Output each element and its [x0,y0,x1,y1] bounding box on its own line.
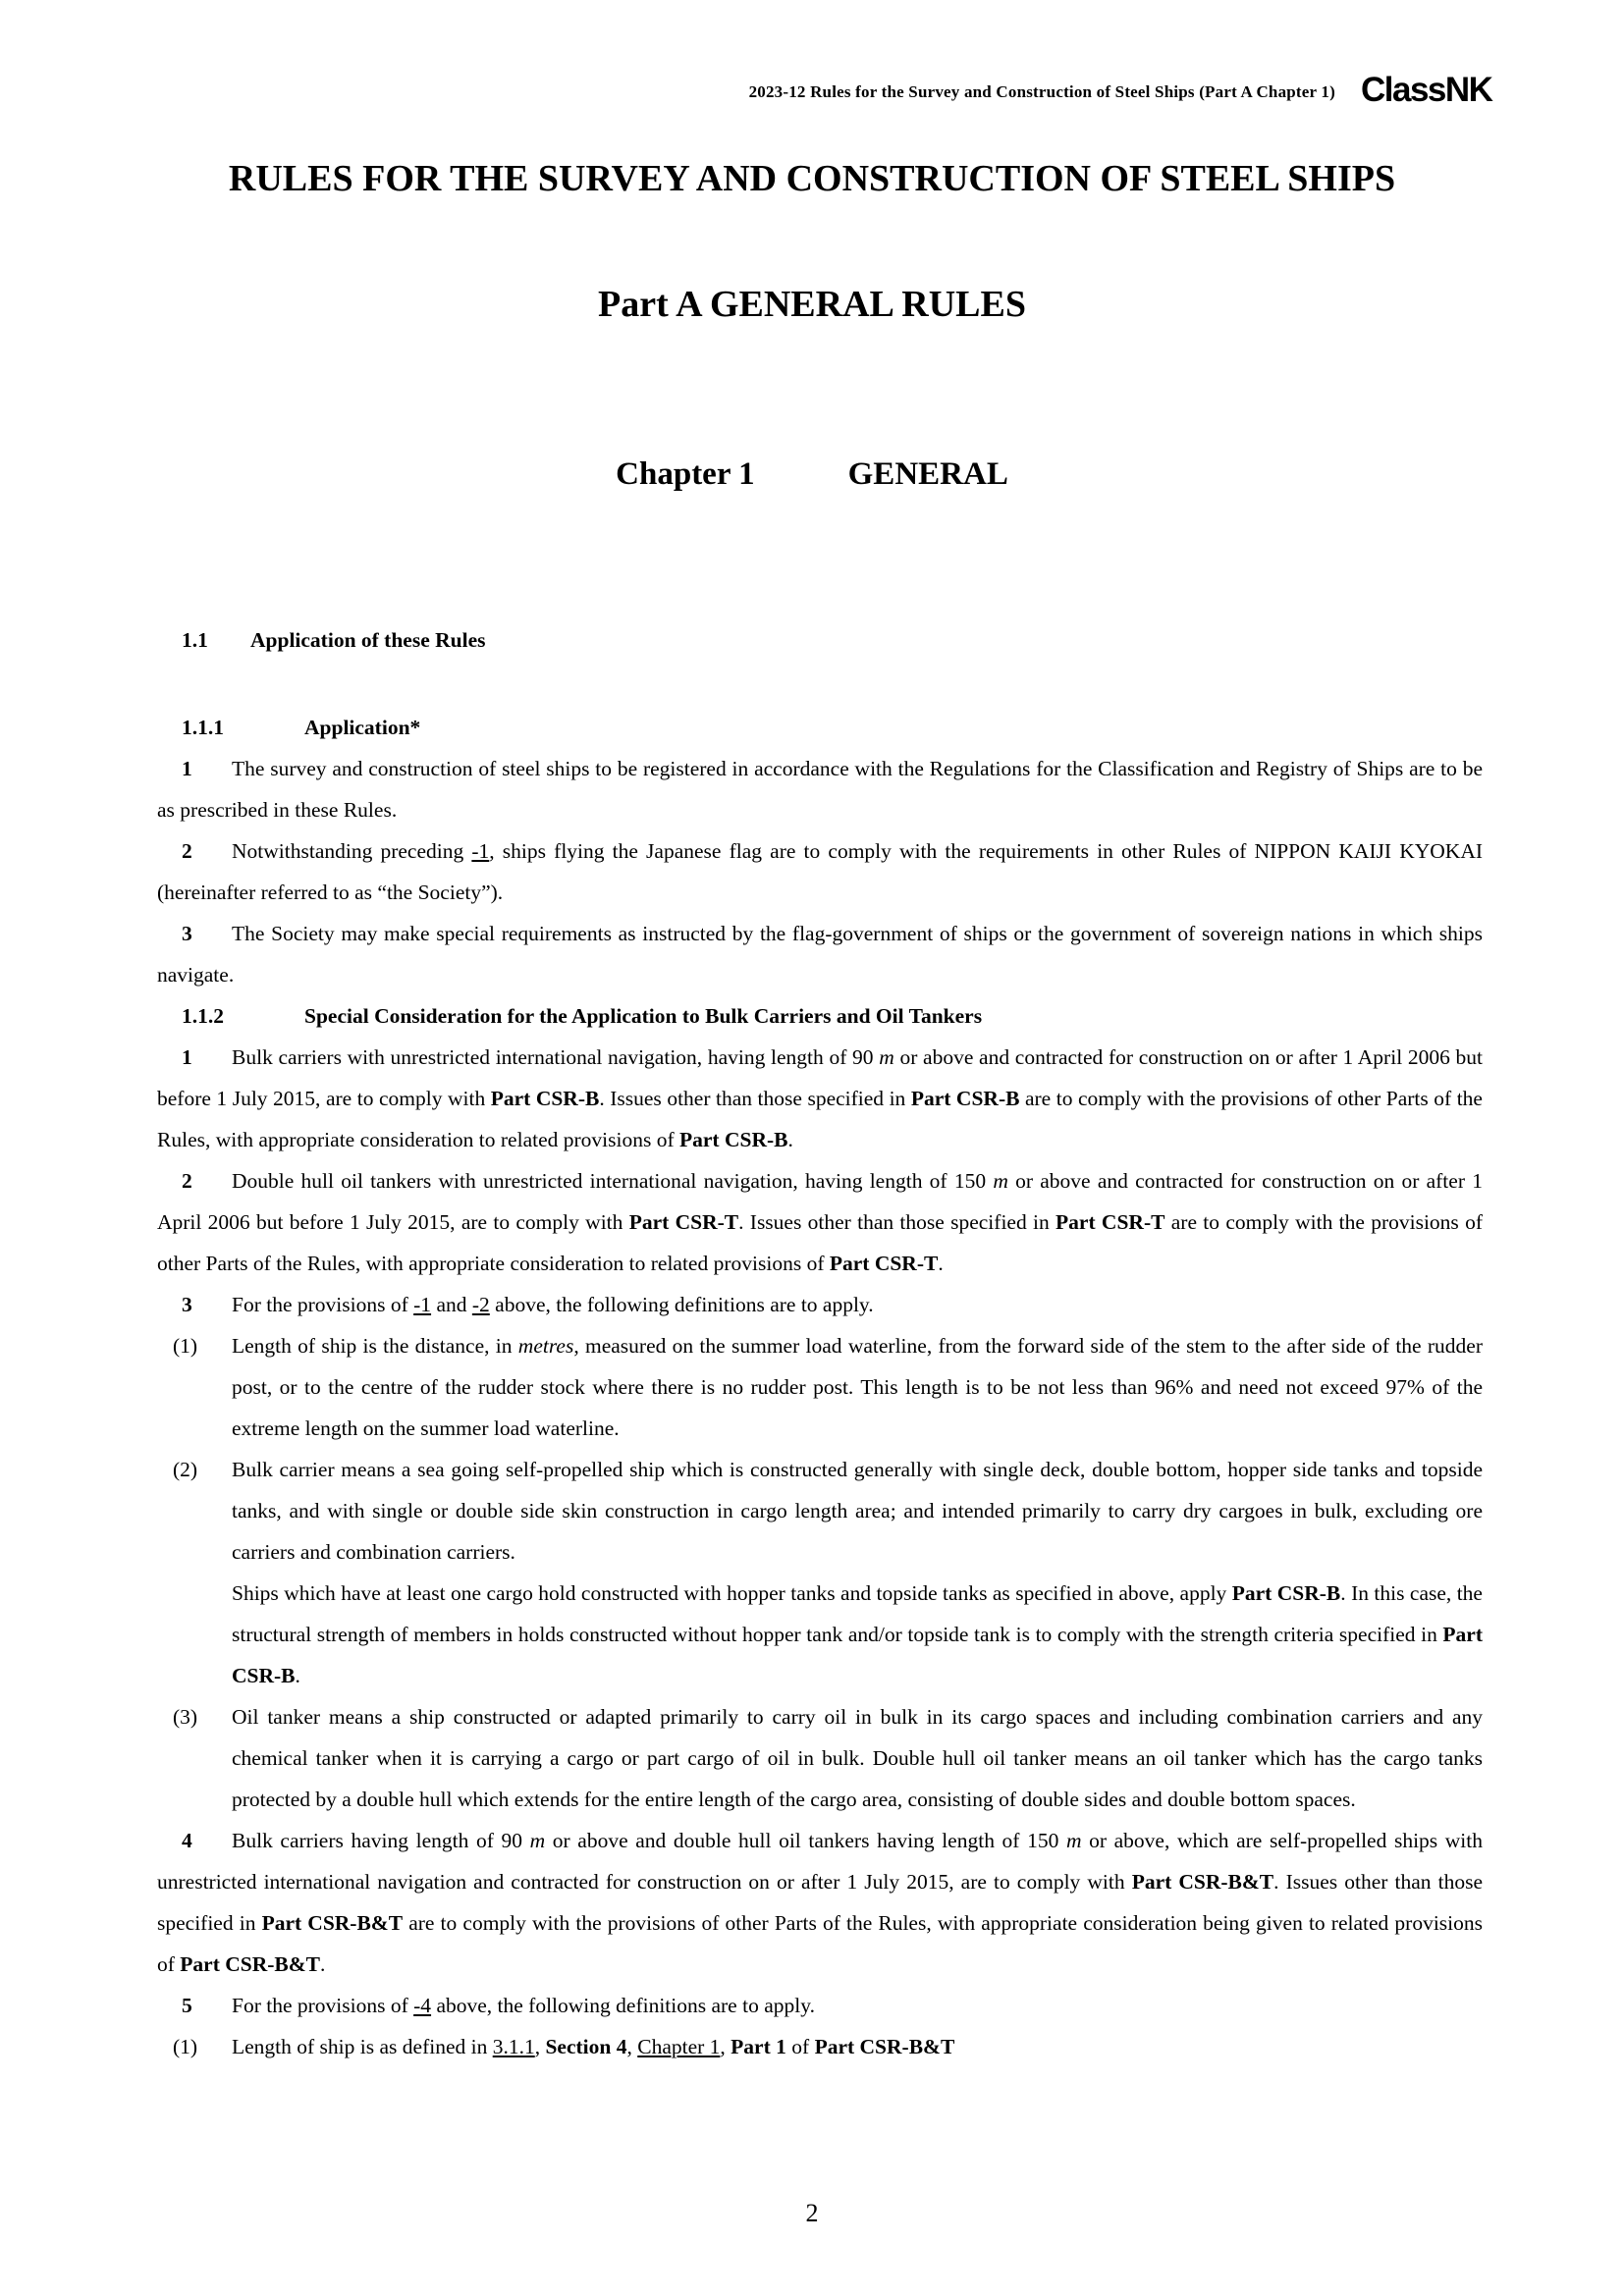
paragraph-1-1-2-1 [157,1037,1483,1160]
list-item-2-continuation [157,1573,1483,1696]
subsection-number: 1.1.2 [182,1004,224,1028]
unit: m [879,1045,894,1069]
text: . [320,1952,326,1976]
paragraph-text: The survey and construction of steel ships to be registered in accordance with the Regulations for the Classification and Registry of Ships are to be as prescribed in these Rules. [157,757,1483,822]
part-reference: Part CSR-B&T [814,2035,955,2058]
text: Bulk carrier means a sea going self-propelled ship which is constructed generally with single deck, double bottom, hopper side tanks and topside tanks, and with single or double side skin construction in cargo length area; and intended primarily to carry dry cargoes in bulk, excluding ore carriers and combination carriers. [232,1458,1483,1564]
paragraph-number: 1 [182,1045,192,1069]
section-number: 1.1 [182,628,208,652]
text: or above and contracted for construction on or after 1 April 2006 but before 1 July 2015, are to comply with [157,1169,1483,1234]
text: For the provisions of [232,1293,414,1316]
chapter-number: Chapter 1 [616,456,755,492]
item-label: (2) [173,1458,198,1481]
text: or above and contracted for construction on or after 1 April 2006 but before 1 July 2015, are to comply with [157,1045,1483,1110]
paragraph-1-1-1-1 [157,748,1483,830]
text: . Issues other than those specified in [157,1870,1483,1935]
document-body [157,626,1483,2067]
part-reference: Part CSR-T [1056,1210,1165,1234]
section-title: Application of these Rules [250,628,486,652]
paragraph-number: 2 [182,839,192,863]
part-reference: Part CSR-B [232,1623,1483,1687]
part-reference: Part CSR-T [628,1210,739,1234]
subsection-heading-1-1-1 [157,707,1483,748]
paragraph-1-1-2-2 [157,1160,1483,1284]
part-reference: Part CSR-B [679,1128,788,1151]
text: are to comply with the provisions of other Parts of the Rules, with appropriate consideration being given to related provisions of [157,1911,1483,1976]
text: Double hull oil tankers with unrestricted international navigation, having length of 150 [232,1169,994,1193]
text: , measured on the summer load waterline, from the forward side of the stem to the after side of the rudder post, or to the centre of the rudder stock where there is no rudder post. This length is to be not less than 96% and need not exceed 97% of the extreme length on the summer load waterline. [232,1334,1483,1440]
part-reference: Part CSR-B [910,1087,1020,1110]
text: . Issues other than those specified in [599,1087,911,1110]
text: are to comply with the provisions of other Parts of the Rules, with appropriate consideration to related provisions of [157,1087,1483,1151]
classnk-logo: ClassNK [1361,71,1492,109]
text: above, the following definitions are to apply. [431,1994,815,2017]
paragraph-number: 2 [182,1169,192,1193]
chapter-name: GENERAL [847,456,1008,492]
paragraph-text: The Society may make special requirements as instructed by the flag-government of ships or the government of sovereign nations in which ships navigate. [157,922,1483,987]
cross-reference-link[interactable]: Chapter 1 [637,2035,721,2058]
list-item-3 [157,1696,1483,1820]
item-label: (1) [173,1334,198,1358]
text: or above, which are self-propelled ships with unrestricted international navigation and contracted for construction on or after 1 July 2015, are to comply with [157,1829,1484,1894]
paragraph-1-1-2-5 [157,1985,1483,2026]
cross-reference-link[interactable]: -2 [471,1293,490,1316]
paragraph-number: 3 [182,1293,192,1316]
page-number: 2 [805,2199,819,2227]
running-header: 2023-12 Rules for the Survey and Construction of Steel Ships (Part A Chapter 1) [748,82,1335,101]
text: . [938,1252,944,1275]
text: are to comply with the provisions of other Parts of the Rules, with appropriate consideration to related provisions of [157,1210,1483,1275]
text: . [295,1664,300,1687]
paragraph-1-1-2-3 [157,1284,1483,1325]
text: , [720,2035,731,2058]
list-item-2 [157,1449,1483,1573]
text: Bulk carriers with unrestricted international navigation, having length of 90 [232,1045,880,1069]
paragraph-text: Notwithstanding preceding [232,839,472,863]
part-reference: Part 1 [731,2035,786,2058]
section-reference: Section 4 [545,2035,627,2058]
part-reference: Part CSR-B&T [261,1911,404,1935]
unit: m [529,1829,546,1852]
part-reference: Part CSR-T [829,1252,939,1275]
text: Length of ship is as defined in [232,2035,493,2058]
text: above, the following definitions are to apply. [489,1293,874,1316]
unit: metres [517,1334,574,1358]
text: , [626,2035,638,2058]
part-title: Part A GENERAL RULES [597,284,1027,325]
paragraph-1-1-2-4 [157,1820,1483,1985]
paragraph-text: , ships flying the Japanese flag are to comply with the requirements in other Rules of NIPPON KAIJI KYOKAI (hereinafter referred to as “the Society”). [157,839,1484,904]
text: Oil tanker means a ship constructed or adapted primarily to carry oil in bulk in its cargo spaces and including combination carriers and any chemical tanker when it is carrying a cargo or part cargo of oil in bulk. Double hull oil tanker means an oil tanker which has the cargo tanks protected by a double hull which extends for the entire length of the cargo area, consisting of double sides and double bottom spaces. [232,1705,1483,1811]
text: , [534,2035,546,2058]
part-reference: Part CSR-B [490,1087,600,1110]
paragraph-number: 4 [182,1829,192,1852]
subsection-title: Special Consideration for the Application to Bulk Carriers and Oil Tankers [304,1004,983,1028]
unit: m [1065,1829,1082,1852]
text: Ships which have at least one cargo hold constructed with hopper tanks and topside tanks as specified in above, apply [232,1581,1232,1605]
section-heading-1-1 [157,626,1483,667]
paragraph-1-1-1-3 [157,913,1483,995]
text: . Issues other than those specified in [738,1210,1056,1234]
text: . [787,1128,793,1151]
chapter-title [0,456,1624,493]
item-label: (3) [173,1705,198,1729]
part-reference: Part CSR-B&T [1131,1870,1274,1894]
cross-reference-link[interactable]: -4 [413,1994,432,2017]
text: and [431,1293,472,1316]
part-reference: Part CSR-B&T [180,1952,321,1976]
paragraph-number: 3 [182,922,192,945]
paragraph-1-1-1-2 [157,830,1483,913]
document-title: RULES FOR THE SURVEY AND CONSTRUCTION OF STEEL SHIPS [228,158,1396,199]
item-label: (1) [173,2035,198,2058]
cross-reference-link[interactable]: -1 [413,1293,432,1316]
paragraph-number: 1 [182,757,192,780]
subsection-number: 1.1.1 [182,716,224,739]
subsection-title: Application* [304,716,421,739]
text: of [785,2035,815,2058]
text: For the provisions of [232,1994,414,2017]
paragraph-number: 5 [182,1994,192,2017]
cross-reference-link[interactable]: -1 [471,839,490,863]
cross-reference-link[interactable]: 3.1.1 [492,2035,535,2058]
subsection-heading-1-1-2 [157,995,1483,1037]
text: or above and double hull oil tankers having length of 150 [545,1829,1066,1852]
part-reference: Part CSR-B [1231,1581,1341,1605]
list-item-5-1 [157,2026,1483,2067]
list-item-1 [157,1325,1483,1449]
text: Bulk carriers having length of 90 [232,1829,530,1852]
text: Length of ship is the distance, in [232,1334,518,1358]
text: . In this case, the structural strength of members in holds constructed without hopper tank and/or topside tank is to comply with the strength criteria specified in [232,1581,1483,1646]
unit: m [993,1169,1008,1193]
